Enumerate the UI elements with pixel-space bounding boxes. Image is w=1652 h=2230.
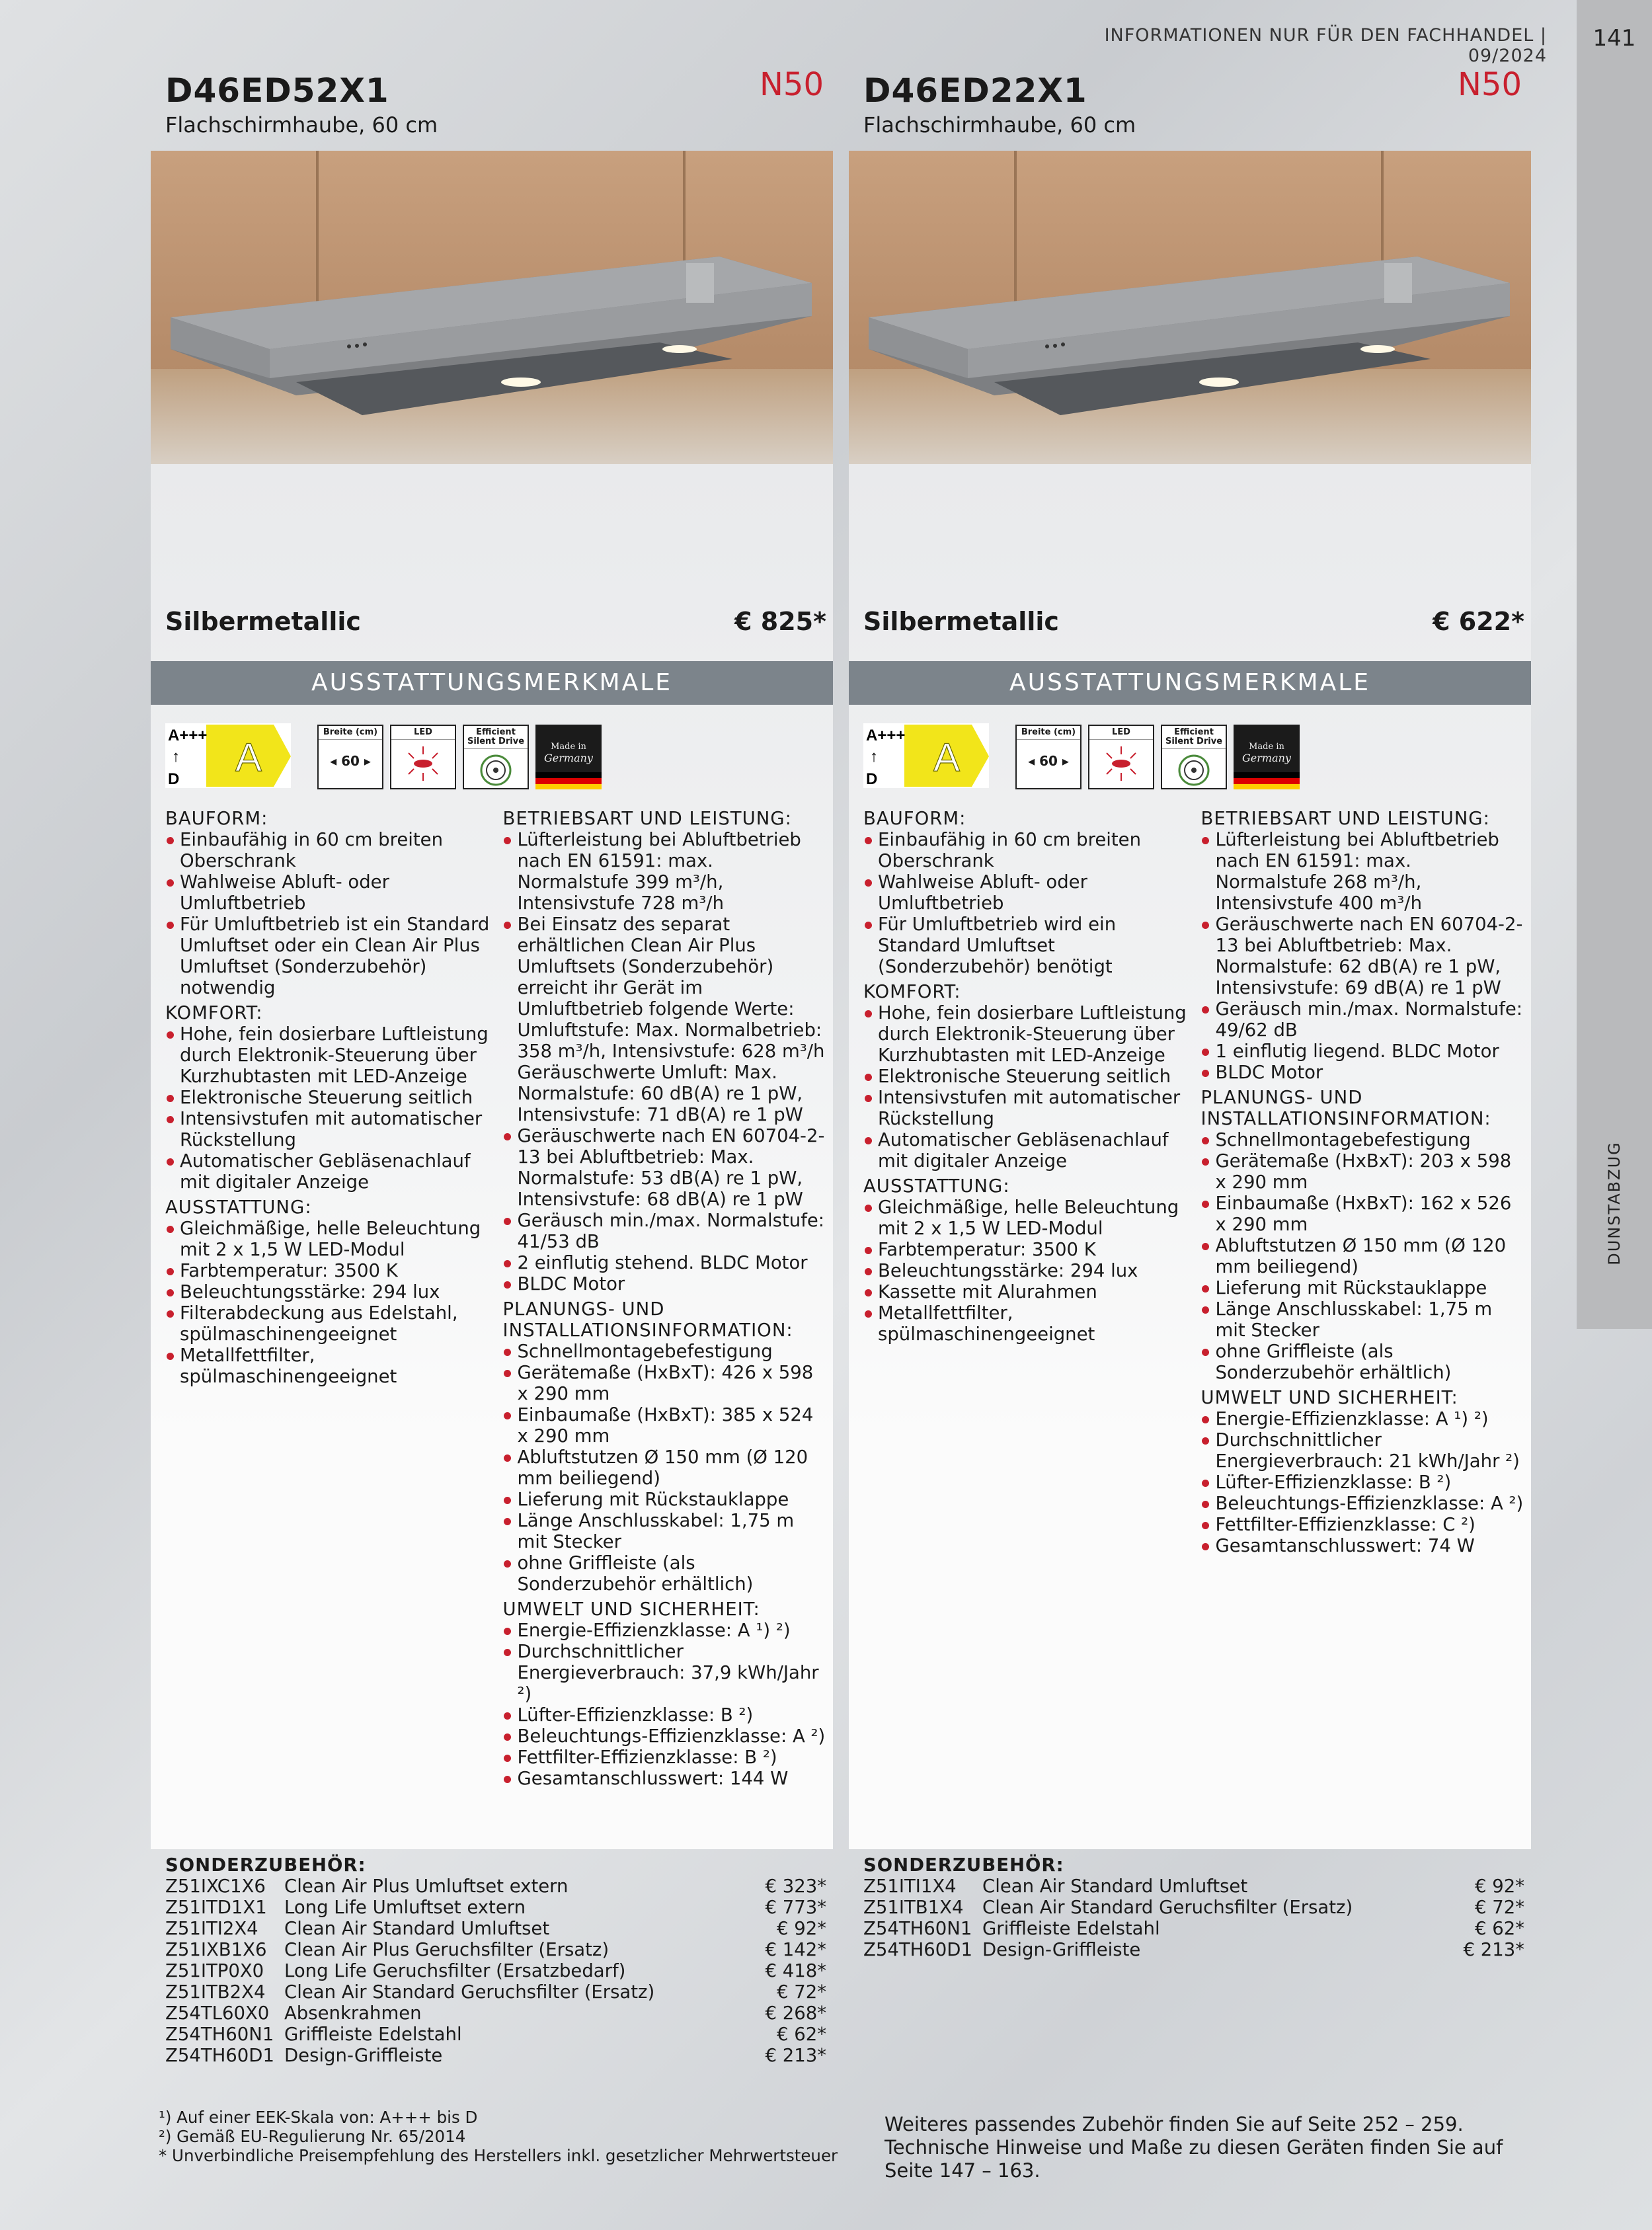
width-badge [1015, 725, 1082, 789]
accessory-row [863, 1918, 1524, 1939]
section-tab-label: DUNSTABZUG [1605, 1141, 1624, 1265]
spec-section-title: PLANUNGS- UND INSTALLATIONSINFORMATION: [502, 1298, 793, 1341]
feature-badges [165, 721, 628, 793]
accessory-row [165, 1897, 826, 1918]
spec-bullet: Geräuschwerte nach EN 60704-2-13 bei Abluftbetrieb: Max. Normalstufe: 53 dB(A) re 1 pW, Intensivstufe: 68 dB(A) re 1 pW [502, 1125, 826, 1210]
spec-bullet: Wahlweise Abluft- oder Umluftbetrieb [863, 871, 1195, 914]
spec-bullet: Einbaumaße (HxBxT): 162 x 526 x 290 mm [1200, 1193, 1524, 1235]
accessory-price: € 323* [765, 1876, 826, 1897]
spec-bullet: Hohe, fein dosierbare Luftleistung durch Elektronik-Steuerung über Kurzhubtasten mit LED-Anzeige [165, 1023, 497, 1087]
product-photo [151, 151, 833, 464]
accessories-title: SONDERZUBEHÖR: [165, 1854, 366, 1876]
accessory-row [165, 2045, 826, 2066]
accessory-name: Clean Air Standard Geruchsfilter (Ersatz) [982, 1897, 1353, 1918]
spec-bullet: Kassette mit Alurahmen [863, 1281, 1195, 1302]
spec-bullet: Energie-Effizienzklasse: A ¹) ²) [502, 1620, 826, 1641]
spec-bullet: Gleichmäßige, helle Beleuchtung mit 2 x 1,5 W LED-Modul [863, 1197, 1195, 1239]
spec-bullet: Beleuchtungs-Effizienzklasse: A ²) [1200, 1493, 1524, 1514]
accessory-name: Griffleiste Edelstahl [284, 2024, 462, 2045]
spec-bullet: Farbtemperatur: 3500 K [165, 1260, 497, 1281]
accessory-code: Z54TH60D1 [863, 1939, 972, 1960]
spec-section-title: BAUFORM: [863, 808, 966, 829]
energy-scale-top: A+++ [168, 727, 208, 744]
accessory-name: Clean Air Plus Umluftset extern [284, 1876, 569, 1897]
accessory-code: Z51ITP0X0 [165, 1960, 264, 1981]
product-series-code: N50 [1458, 66, 1522, 103]
spec-bullet: Lüfter-Effizienzklasse: B ²) [1200, 1472, 1524, 1493]
spec-bullet: Abluftstutzen Ø 150 mm (Ø 120 mm beiliegend) [502, 1447, 826, 1489]
spec-bullet: Gleichmäßige, helle Beleuchtung mit 2 x 1,5 W LED-Modul [165, 1218, 497, 1260]
accessory-code: Z51IXB1X6 [165, 1939, 267, 1960]
silent-drive-label: Efficient Silent Drive [1162, 726, 1226, 749]
footnote: ¹) Auf einer EEK-Skala von: A+++ bis D [159, 2108, 478, 2127]
accessory-code: Z51ITI1X4 [863, 1876, 957, 1897]
product-model: D46ED52X1 [165, 71, 389, 110]
made-in-line-2: Germany [544, 752, 593, 764]
product-subtitle: Flachschirmhaube, 60 cm [165, 112, 438, 138]
spec-bullet: 2 einflutig stehend. BLDC Motor [502, 1252, 826, 1273]
led-badge [390, 725, 456, 789]
accessory-row [165, 1981, 826, 2003]
accessory-row [165, 2024, 826, 2045]
spec-bullet: Durchschnittlicher Energieverbrauch: 37,9 kWh/Jahr ²) [502, 1641, 826, 1704]
spec-bullet: Schnellmontagebefestigung [1200, 1129, 1524, 1150]
accessory-row [165, 2003, 826, 2024]
spec-bullet: Für Umluftbetrieb ist ein Standard Umluftset oder ein Clean Air Plus Umluftset (Sonderzubehör) notwendig [165, 914, 497, 998]
silent-drive-badge [463, 725, 529, 789]
made-in-line-1: Made in [1249, 742, 1284, 752]
accessory-code: Z54TH60D1 [165, 2045, 274, 2066]
spec-section-title: AUSSTATTUNG: [165, 1197, 312, 1218]
footnotes [159, 2108, 846, 2165]
energy-label-icon [863, 723, 993, 789]
spec-bullet: 1 einflutig liegend. BLDC Motor [1200, 1041, 1524, 1062]
reference-line: Weiteres passendes Zubehör finden Sie auf Seite 252 – 259. [885, 2113, 1464, 2135]
energy-scale-top: A+++ [866, 727, 906, 744]
accessory-name: Design-Griffleiste [284, 2045, 443, 2066]
accessory-price: € 418* [765, 1960, 826, 1981]
spec-bullet: Geräusch min./max. Normalstufe: 41/53 dB [502, 1210, 826, 1252]
spec-bullet: Durchschnittlicher Energieverbrauch: 21 kWh/Jahr ²) [1200, 1429, 1524, 1472]
spec-bullet: Beleuchtungsstärke: 294 lux [165, 1281, 497, 1302]
spec-bullet: Fettfilter-Effizienzklasse: B ²) [502, 1747, 826, 1768]
spec-section-title: PLANUNGS- UND INSTALLATIONSINFORMATION: [1200, 1087, 1491, 1129]
silent-drive-label: Efficient Silent Drive [464, 726, 528, 749]
accessory-row [165, 1960, 826, 1981]
accessory-price: € 62* [777, 2024, 826, 2045]
spec-column-left [863, 808, 1195, 1556]
spec-bullet: Intensivstufen mit automatischer Rückstellung [165, 1108, 497, 1150]
energy-class: A [235, 735, 262, 779]
accessory-code: Z54TL60X0 [165, 2003, 270, 2024]
accessory-name: Clean Air Standard Umluftset [284, 1918, 550, 1939]
accessory-name: Long Life Geruchsfilter (Ersatzbedarf) [284, 1960, 626, 1981]
energy-scale-arrow: ↑ [870, 748, 878, 766]
accessories-list [863, 1854, 1524, 1960]
spec-bullet: Automatischer Gebläsenachlauf mit digitaler Anzeige [863, 1129, 1195, 1172]
spec-column-right [1195, 808, 1524, 1556]
spec-bullet: Elektronische Steuerung seitlich [863, 1066, 1195, 1087]
german-flag-icon [535, 772, 602, 789]
spec-bullet: Für Umluftbetrieb wird ein Standard Umluftset (Sonderzubehör) benötigt [863, 914, 1195, 977]
accessory-price: € 72* [1475, 1897, 1524, 1918]
product-series-code: N50 [760, 66, 824, 103]
accessory-name: Clean Air Plus Geruchsfilter (Ersatz) [284, 1939, 610, 1960]
product-header [863, 71, 1524, 138]
page-number: 141 [1593, 25, 1636, 52]
product-color: Silbermetallic [863, 607, 1059, 636]
features-title-bar: AUSSTATTUNGSMERKMALE [849, 661, 1531, 705]
spec-bullet: Länge Anschlusskabel: 1,75 m mit Stecker [502, 1510, 826, 1552]
accessory-name: Long Life Umluftset extern [284, 1897, 526, 1918]
silent-drive-badge [1161, 725, 1227, 789]
energy-scale-bottom: D [168, 770, 180, 788]
spec-bullet: Gerätemaße (HxBxT): 426 x 598 x 290 mm [502, 1362, 826, 1404]
spec-bullet: BLDC Motor [1200, 1062, 1524, 1083]
accessory-code: Z51ITB1X4 [863, 1897, 964, 1918]
energy-label-icon [165, 723, 295, 789]
spec-bullet: Lieferung mit Rückstauklappe [502, 1489, 826, 1510]
accessory-row [165, 1918, 826, 1939]
product-header [165, 71, 826, 138]
spec-bullet: Hohe, fein dosierbare Luftleistung durch Elektronik-Steuerung über Kurzhubtasten mit LED-Anzeige [863, 1002, 1195, 1066]
fan-icon [476, 752, 516, 789]
spec-column-right [497, 808, 826, 1789]
product-model: D46ED22X1 [863, 71, 1087, 110]
width-badge-label: Breite (cm) [319, 726, 382, 740]
energy-class: A [933, 735, 961, 779]
spec-columns [863, 808, 1524, 1556]
accessory-code: Z51ITI2X4 [165, 1918, 258, 1939]
led-light-icon [1101, 744, 1141, 783]
energy-label [863, 723, 993, 789]
spec-bullet: Lüfter-Effizienzklasse: B ²) [502, 1704, 826, 1726]
spec-bullet: Beleuchtungsstärke: 294 lux [863, 1260, 1195, 1281]
made-in-line-2: Germany [1242, 752, 1291, 764]
product-color: Silbermetallic [165, 607, 361, 636]
spec-bullet: Gesamtanschlusswert: 144 W [502, 1768, 826, 1789]
range-hood-illustration [849, 151, 1531, 464]
spec-bullet: Lüfterleistung bei Abluftbetrieb nach EN 61591: max. Normalstufe 268 m³/h, Intensivstufe 400 m³/h [1200, 829, 1524, 914]
spec-section-title: KOMFORT: [863, 981, 961, 1002]
accessory-code: Z51ITB2X4 [165, 1981, 266, 2003]
header-info: INFORMATIONEN NUR FÜR DEN FACHHANDEL | 09/2024 [1104, 25, 1547, 66]
accessory-name: Absenkrahmen [284, 2003, 422, 2024]
accessory-name: Clean Air Standard Geruchsfilter (Ersatz) [284, 1981, 655, 2003]
spec-bullet: Fettfilter-Effizienzklasse: C ²) [1200, 1514, 1524, 1535]
spec-section-title: BETRIEBSART UND LEISTUNG: [1200, 808, 1490, 829]
spec-bullet: Einbaufähig in 60 cm breiten Oberschrank [863, 829, 1195, 871]
width-badge [317, 725, 383, 789]
width-value: 60 [341, 753, 360, 769]
accessory-name: Griffleiste Edelstahl [982, 1918, 1160, 1939]
spec-bullet: Automatischer Gebläsenachlauf mit digitaler Anzeige [165, 1150, 497, 1193]
width-badge-label: Breite (cm) [1017, 726, 1080, 740]
spec-bullet: Intensivstufen mit automatischer Rückstellung [863, 1087, 1195, 1129]
spec-bullet: Beleuchtungs-Effizienzklasse: A ²) [502, 1726, 826, 1747]
fan-icon [1174, 752, 1214, 789]
spec-column-left [165, 808, 497, 1789]
accessory-row [863, 1897, 1524, 1918]
accessory-code: Z51IXC1X6 [165, 1876, 266, 1897]
led-badge [1088, 725, 1154, 789]
accessories-title: SONDERZUBEHÖR: [863, 1854, 1064, 1876]
spec-bullet: Einbaumaße (HxBxT): 385 x 524 x 290 mm [502, 1404, 826, 1447]
made-in-line-1: Made in [551, 742, 586, 752]
feature-badges [863, 721, 1326, 793]
accessory-price: € 92* [1475, 1876, 1524, 1897]
energy-scale-arrow: ↑ [172, 748, 180, 766]
accessory-code: Z54TH60N1 [165, 2024, 274, 2045]
features-title-bar: AUSSTATTUNGSMERKMALE [151, 661, 833, 705]
spec-section-title: UMWELT UND SICHERHEIT: [1200, 1387, 1458, 1408]
product-photo [849, 151, 1531, 464]
accessory-price: € 773* [765, 1897, 826, 1918]
spec-bullet: Lieferung mit Rückstauklappe [1200, 1277, 1524, 1298]
made-in-germany-badge [535, 725, 602, 789]
spec-bullet: Metallfettfilter, spülmaschinengeeignet [165, 1345, 497, 1387]
made-in-germany-badge [1234, 725, 1300, 789]
spec-bullet: ohne Griffleiste (als Sonderzubehör erhältlich) [502, 1552, 826, 1595]
energy-scale-bottom: D [866, 770, 878, 788]
spec-section-title: KOMFORT: [165, 1002, 263, 1023]
accessory-price: € 92* [777, 1918, 826, 1939]
accessory-row [165, 1939, 826, 1960]
spec-bullet: Länge Anschlusskabel: 1,75 m mit Stecker [1200, 1298, 1524, 1341]
spec-bullet: Elektronische Steuerung seitlich [165, 1087, 497, 1108]
spec-bullet: Geräuschwerte nach EN 60704-2-13 bei Abluftbetrieb: Max. Normalstufe: 62 dB(A) re 1 pW, Intensivstufe: 69 dB(A) re 1 pW [1200, 914, 1524, 998]
spec-bullet: Geräusch min./max. Normalstufe: 49/62 dB [1200, 998, 1524, 1041]
spec-bullet: Filterabdeckung aus Edelstahl, spülmaschinengeeignet [165, 1302, 497, 1345]
spec-bullet: Metallfettfilter, spülmaschinengeeignet [863, 1302, 1195, 1345]
accessory-code: Z54TH60N1 [863, 1918, 972, 1939]
footnote: ²) Gemäß EU-Regulierung Nr. 65/2014 [159, 2127, 466, 2146]
accessory-name: Clean Air Standard Umluftset [982, 1876, 1248, 1897]
spec-bullet: Farbtemperatur: 3500 K [863, 1239, 1195, 1260]
spec-bullet: Bei Einsatz des separat erhältlichen Clean Air Plus Umluftsets (Sonderzubehör) erreicht ihr Gerät im Umluftbetrieb folgende Werte: Umluftstufe: Max. Normalbetrieb: 358 m³/h, Intensivstufe: 628 m³/h Geräuschwerte Umluft: Max. Normalstufe: 60 dB(A) re 1 pW, Intensivstufe: 71 dB(A) re 1 pW [502, 914, 826, 1125]
accessory-price: € 72* [777, 1981, 826, 2003]
led-badge-label: LED [1089, 726, 1153, 740]
accessory-price: € 142* [765, 1939, 826, 1960]
footnote: * Unverbindliche Preisempfehlung des Herstellers inkl. gesetzlicher Mehrwertsteuer [159, 2146, 838, 2165]
width-badge-value: ◂ 60 ▸ [330, 753, 371, 769]
accessories-list [165, 1854, 826, 2066]
accessory-price: € 213* [1463, 1939, 1524, 1960]
accessory-name: Design-Griffleiste [982, 1939, 1141, 1960]
accessory-price: € 62* [1475, 1918, 1524, 1939]
spec-section-title: AUSSTATTUNG: [863, 1175, 1010, 1197]
side-tab [1577, 0, 1652, 1329]
spec-bullet: BLDC Motor [502, 1273, 826, 1294]
spec-section-title: UMWELT UND SICHERHEIT: [502, 1599, 760, 1620]
accessory-price: € 213* [765, 2045, 826, 2066]
product-price: € 622* [1433, 607, 1524, 636]
accessory-row [863, 1939, 1524, 1960]
spec-section-title: BAUFORM: [165, 808, 268, 829]
accessory-price: € 268* [765, 2003, 826, 2024]
spec-bullet: ohne Griffleiste (als Sonderzubehör erhältlich) [1200, 1341, 1524, 1383]
spec-bullet: Gerätemaße (HxBxT): 203 x 598 x 290 mm [1200, 1150, 1524, 1193]
price-row [165, 607, 826, 636]
width-value: 60 [1039, 753, 1058, 769]
spec-bullet: Abluftstutzen Ø 150 mm (Ø 120 mm beiliegend) [1200, 1235, 1524, 1277]
spec-columns [165, 808, 826, 1789]
reference-line: Technische Hinweise und Maße zu diesen Geräten finden Sie auf Seite 147 – 163. [885, 2136, 1503, 2182]
spec-bullet: Energie-Effizienzklasse: A ¹) ²) [1200, 1408, 1524, 1429]
product-price: € 825* [734, 607, 826, 636]
page-references [885, 2113, 1519, 2182]
spec-section-title: BETRIEBSART UND LEISTUNG: [502, 808, 792, 829]
spec-bullet: Schnellmontagebefestigung [502, 1341, 826, 1362]
spec-bullet: Gesamtanschlusswert: 74 W [1200, 1535, 1524, 1556]
accessory-row [863, 1876, 1524, 1897]
german-flag-icon [1234, 772, 1300, 789]
range-hood-illustration [151, 151, 833, 464]
price-row [863, 607, 1524, 636]
width-badge-value: ◂ 60 ▸ [1028, 753, 1069, 769]
spec-bullet: Wahlweise Abluft- oder Umluftbetrieb [165, 871, 497, 914]
energy-label [165, 723, 295, 789]
led-badge-label: LED [391, 726, 455, 740]
spec-bullet: Einbaufähig in 60 cm breiten Oberschrank [165, 829, 497, 871]
spec-bullet: Lüfterleistung bei Abluftbetrieb nach EN 61591: max. Normalstufe 399 m³/h, Intensivstufe 728 m³/h [502, 829, 826, 914]
accessory-row [165, 1876, 826, 1897]
led-light-icon [403, 744, 443, 783]
accessory-code: Z51ITD1X1 [165, 1897, 267, 1918]
product-subtitle: Flachschirmhaube, 60 cm [863, 112, 1136, 138]
